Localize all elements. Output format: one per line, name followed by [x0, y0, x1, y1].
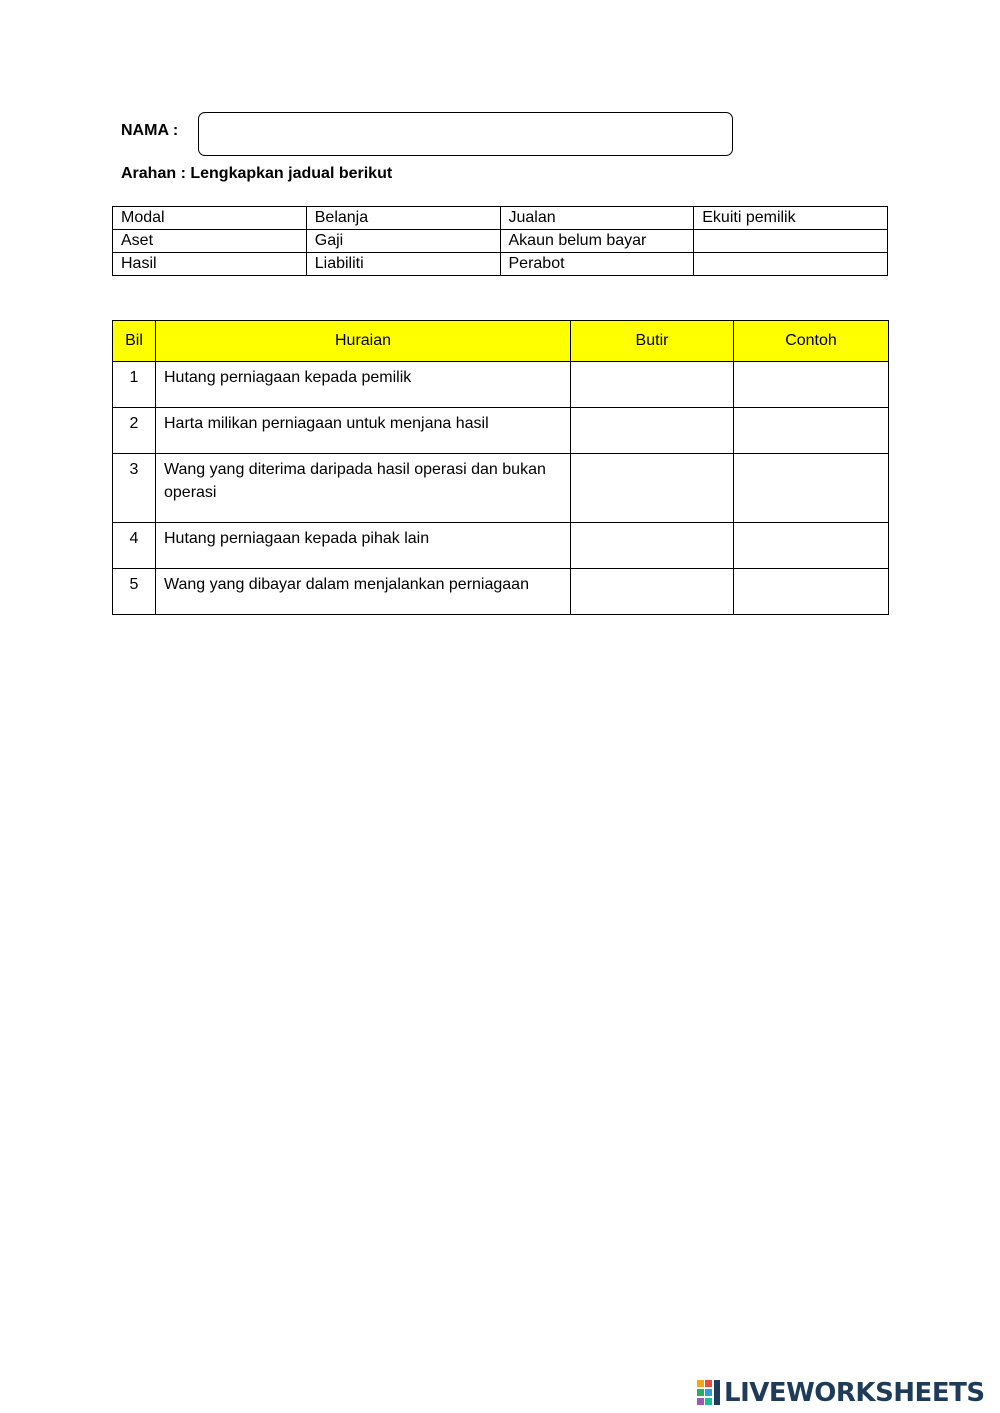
row-number: 5 [113, 569, 156, 615]
contoh-answer-cell[interactable] [734, 523, 889, 569]
contoh-answer-cell[interactable] [734, 569, 889, 615]
butir-answer-cell[interactable] [571, 454, 734, 523]
word-bank-cell: Modal [113, 207, 307, 230]
liveworksheets-logo [697, 1378, 985, 1408]
word-bank-cell: Akaun belum bayar [500, 230, 694, 253]
word-bank-cell: Belanja [306, 207, 500, 230]
row-description: Hutang perniagaan kepada pemilik [156, 362, 571, 408]
contoh-answer-cell[interactable] [734, 408, 889, 454]
word-bank-cell: Liabiliti [306, 253, 500, 276]
instructions: Arahan : Lengkapkan jadual berikut [121, 165, 393, 182]
contoh-answer-cell[interactable] [734, 362, 889, 408]
row-description: Hutang perniagaan kepada pihak lain [156, 523, 571, 569]
word-bank-cell [694, 253, 888, 276]
table-row [113, 523, 889, 569]
butir-answer-cell[interactable] [571, 362, 734, 408]
column-header-butir: Butir [571, 321, 734, 362]
butir-answer-cell[interactable] [571, 569, 734, 615]
column-header-huraian: Huraian [156, 321, 571, 362]
word-bank-cell [694, 230, 888, 253]
word-bank-cell: Ekuiti pemilik [694, 207, 888, 230]
word-bank-cell: Jualan [500, 207, 694, 230]
word-bank-cell: Hasil [113, 253, 307, 276]
table-row [113, 408, 889, 454]
answer-table [112, 320, 889, 615]
table-row [113, 362, 889, 408]
word-bank-row [113, 207, 888, 230]
liveworksheets-logo-icon [697, 1380, 721, 1406]
nama-input[interactable] [198, 112, 733, 156]
word-bank-table [112, 206, 888, 276]
word-bank-cell: Aset [113, 230, 307, 253]
butir-answer-cell[interactable] [571, 523, 734, 569]
row-description: Harta milikan perniagaan untuk menjana hasil [156, 408, 571, 454]
row-description: Wang yang dibayar dalam menjalankan perniagaan [156, 569, 571, 615]
row-number: 2 [113, 408, 156, 454]
word-bank-cell: Gaji [306, 230, 500, 253]
word-bank-row [113, 230, 888, 253]
column-header-contoh: Contoh [734, 321, 889, 362]
word-bank-cell: Perabot [500, 253, 694, 276]
row-description: Wang yang diterima daripada hasil operasi dan bukan operasi [156, 454, 571, 523]
contoh-answer-cell[interactable] [734, 454, 889, 523]
table-row [113, 569, 889, 615]
liveworksheets-logo-text: LIVEWORKSHEETS [724, 1378, 985, 1408]
row-number: 1 [113, 362, 156, 408]
row-number: 3 [113, 454, 156, 523]
column-header-bil: Bil [113, 321, 156, 362]
row-number: 4 [113, 523, 156, 569]
nama-label: NAMA : [121, 122, 179, 139]
table-row [113, 454, 889, 523]
butir-answer-cell[interactable] [571, 408, 734, 454]
word-bank-row [113, 253, 888, 276]
answer-table-header [113, 321, 889, 362]
